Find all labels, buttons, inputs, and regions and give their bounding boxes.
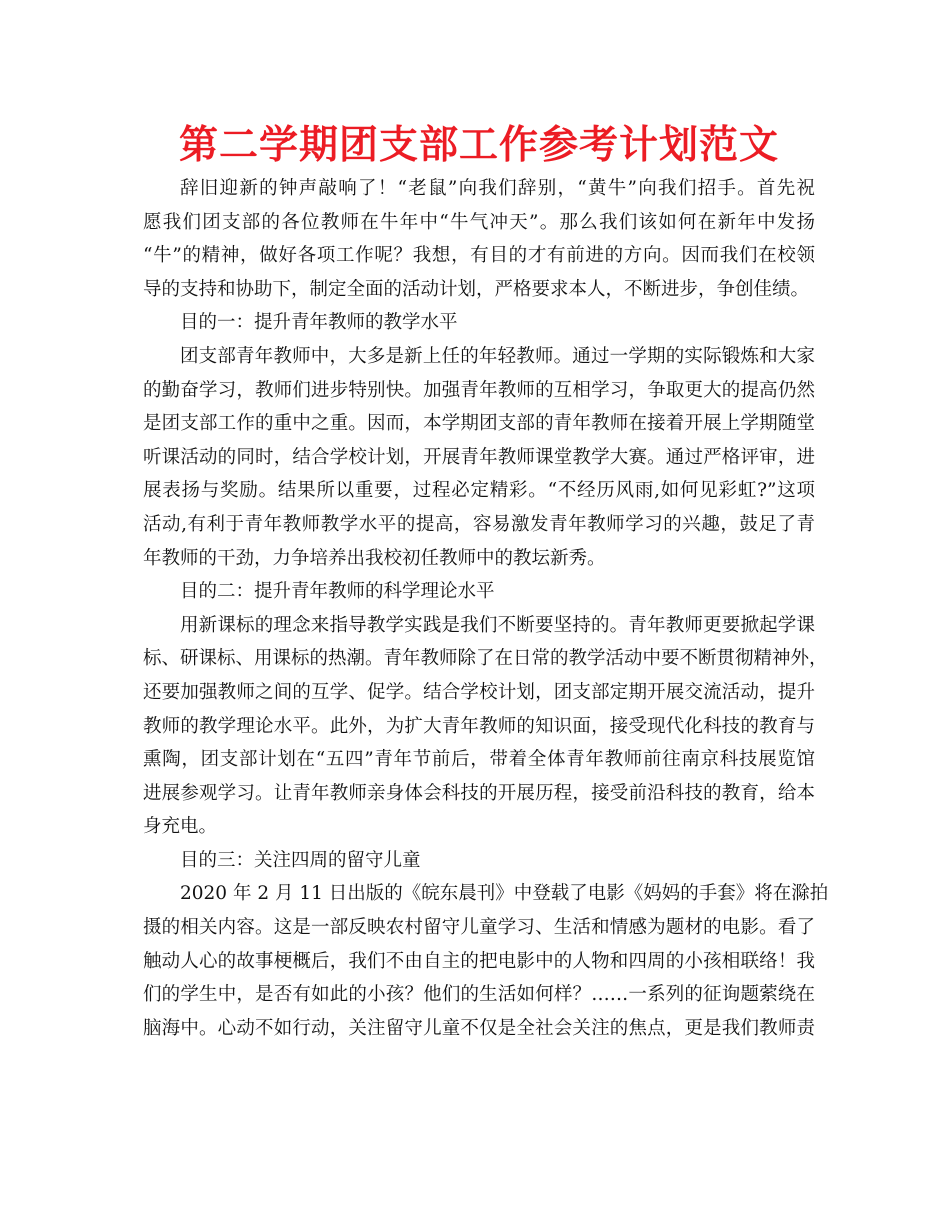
text-line: 愿我们团支部的各位教师在牛年中“牛气冲天”。那么我们该如何在新年中发扬 (143, 211, 815, 233)
text-line: 摄的相关内容。这是一部反映农村留守儿童学习、生活和情感为题材的电影。看了 (143, 917, 815, 939)
text-line: 目的三：关注四周的留守儿童 (180, 849, 421, 871)
text-line: 听课活动的同时，结合学校计划，开展青年教师课堂教学大赛。通过严格评审，进 (143, 446, 815, 468)
text-line: 目的一：提升青年教师的教学水平 (180, 312, 458, 334)
text-line: 教师的教学理论水平。此外，为扩大青年教师的知识面，接受现代化科技的教育与 (143, 715, 815, 737)
text-line: 身充电。 (143, 816, 218, 838)
text-line: 脑海中。心动不如行动，关注留守儿童不仅是全社会关注的焦点，更是我们教师责 (143, 1017, 815, 1039)
text-line: 是团支部工作的重中之重。因而，本学期团支部的青年教师在接着开展上学期随堂 (143, 413, 815, 435)
document-title: 第二学期团支部工作参考计划范文 (178, 122, 779, 168)
text-line: 团支部青年教师中，大多是新上任的年轻教师。通过一学期的实际锻炼和大家 (180, 345, 815, 367)
text-line: 熏陶，团支部计划在“五四”青年节前后，带着全体青年教师前往南京科技展览馆 (143, 749, 815, 771)
text-line: 活动,有利于青年教师教学水平的提高，容易激发青年教师学习的兴趣，鼓足了青 (143, 513, 815, 535)
text-line: 2020 年 2 月 11 日出版的《皖东晨刊》中登载了电影《妈妈的手套》将在滁拍 (180, 883, 829, 905)
text-line: 导的支持和协助下，制定全面的活动计划，严格要求本人，不断进步，争创佳绩。 (143, 278, 810, 300)
text-line: 们的学生中，是否有如此的小孩？他们的生活如何样？……一系列的征询题萦绕在 (143, 984, 815, 1006)
text-line: 标、研课标、用课标的热潮。青年教师除了在日常的教学活动中要不断贯彻精神外， (143, 648, 828, 670)
text-line: 触动人心的故事梗概后，我们不由自主的把电影中的人物和四周的小孩相联络！我 (143, 950, 815, 972)
text-line: 年教师的干劲，力争培养出我校初任教师中的教坛新秀。 (143, 547, 606, 569)
text-line: “牛”的精神，做好各项工作呢？我想，有目的才有前进的方向。因而我们在校领 (143, 245, 815, 267)
text-line: 还要加强教师之间的互学、促学。结合学校计划，团支部定期开展交流活动，提升 (143, 681, 815, 703)
document-body (143, 172, 829, 1045)
text-line: 展表扬与奖励。结果所以重要，过程必定精彩。“不经历风雨,如何见彩虹?”这项 (143, 480, 815, 502)
text-line: 目的二：提升青年教师的科学理论水平 (180, 581, 495, 603)
document-page (143, 118, 829, 1045)
text-line: 进展参观学习。让青年教师亲身体会科技的开展历程，接受前沿科技的教育，给本 (143, 782, 815, 804)
text-line: 的勤奋学习，教师们进步特别快。加强青年教师的互相学习，争取更大的提高仍然 (143, 379, 815, 401)
text-line: 辞旧迎新的钟声敲响了！“老鼠”向我们辞别，“黄牛”向我们招手。首先祝 (180, 178, 815, 199)
text-line: 用新课标的理念来指导教学实践是我们不断要坚持的。青年教师更要掀起学课 (180, 614, 815, 636)
